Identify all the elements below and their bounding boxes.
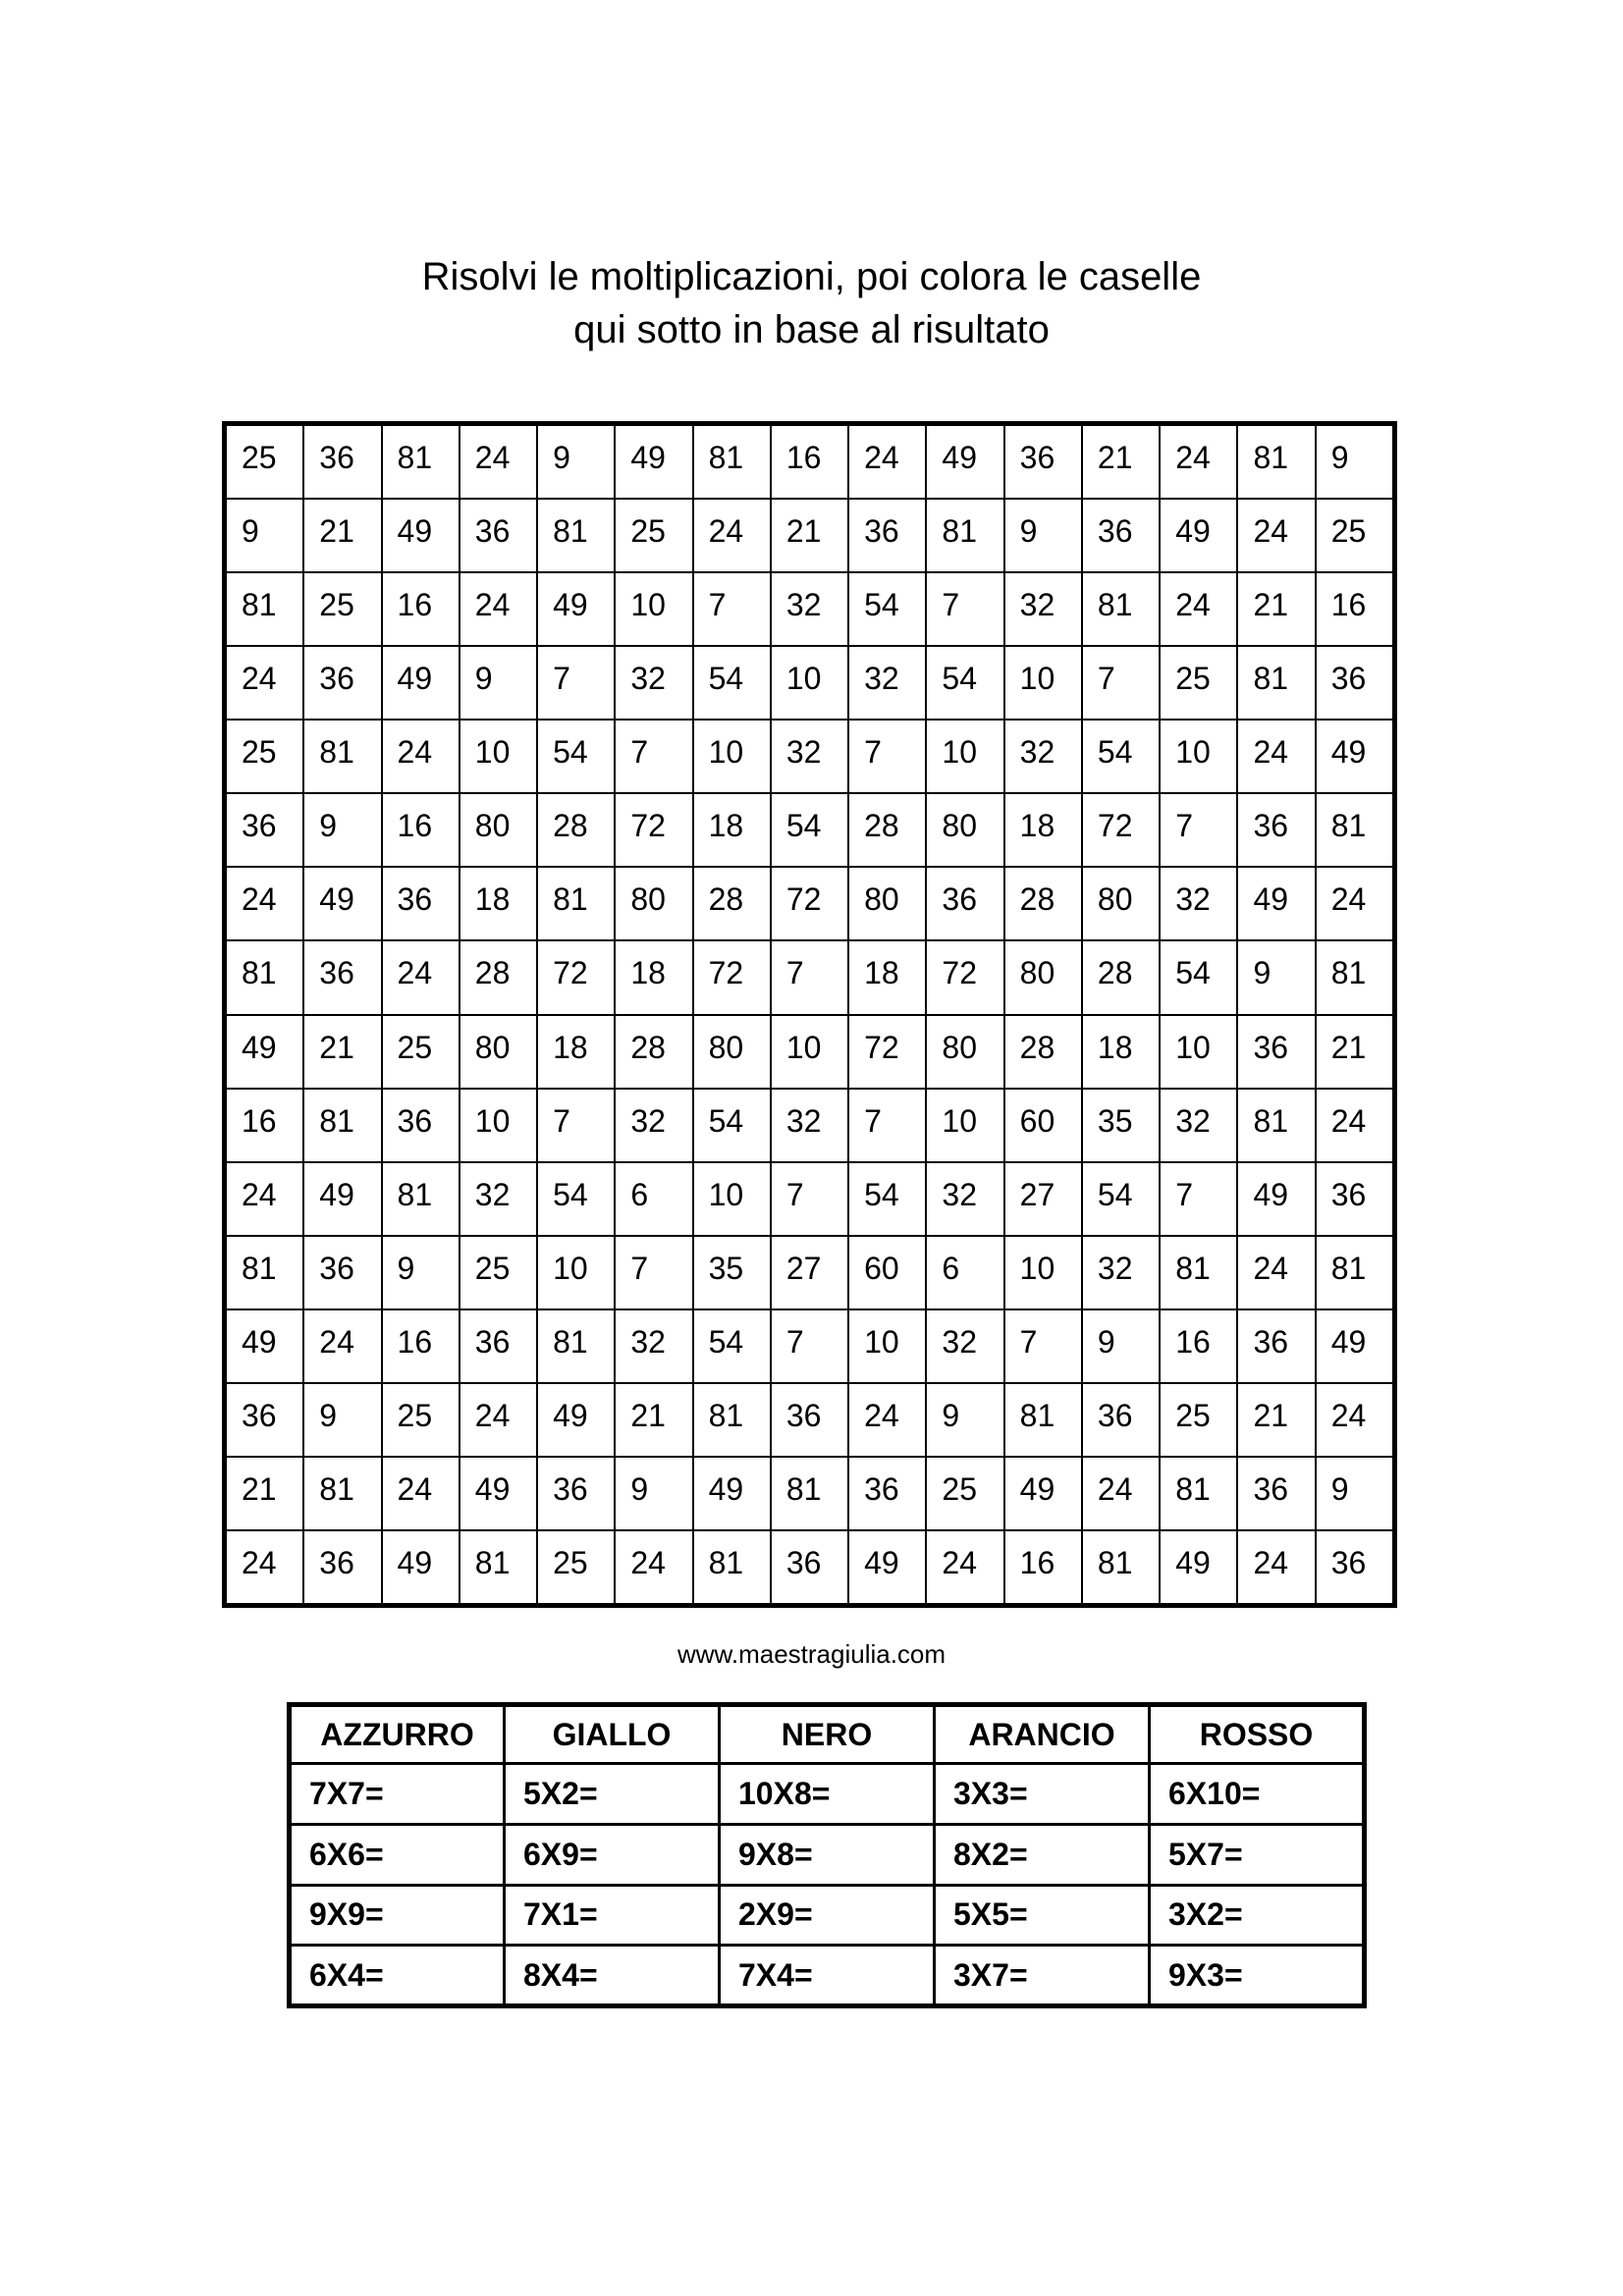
grid-cell[interactable]: 49	[538, 573, 614, 645]
grid-cell[interactable]: 32	[616, 647, 691, 719]
grid-cell[interactable]: 21	[772, 500, 847, 571]
grid-cell[interactable]: 36	[1317, 647, 1392, 719]
grid-cell[interactable]: 80	[927, 794, 1002, 866]
grid-cell[interactable]: 9	[927, 1384, 1002, 1456]
grid-cell[interactable]: 10	[694, 1163, 770, 1235]
grid-cell[interactable]: 9	[1238, 941, 1314, 1013]
grid-cell[interactable]: 6	[927, 1237, 1002, 1308]
grid-cell[interactable]: 9	[304, 1384, 380, 1456]
grid-cell[interactable]: 7	[772, 1310, 847, 1382]
grid-cell[interactable]: 36	[304, 426, 380, 498]
grid-cell[interactable]: 10	[849, 1310, 925, 1382]
grid-cell[interactable]: 28	[1005, 868, 1081, 939]
grid-cell[interactable]: 81	[1238, 1090, 1314, 1161]
legend-multiplication[interactable]: 5X5=	[935, 1885, 1150, 1946]
grid-cell[interactable]: 36	[1238, 1016, 1314, 1088]
grid-cell[interactable]: 32	[1083, 1237, 1159, 1308]
grid-cell[interactable]: 25	[227, 721, 302, 792]
grid-cell[interactable]: 24	[1317, 1384, 1392, 1456]
legend-row	[290, 1824, 1365, 1885]
legend-color-header: NERO	[720, 1705, 935, 1764]
grid-cell[interactable]: 36	[1083, 1384, 1159, 1456]
grid-cell[interactable]: 81	[304, 1458, 380, 1529]
grid-cell[interactable]: 21	[1317, 1016, 1392, 1088]
legend-color-header: AZZURRO	[290, 1705, 505, 1764]
grid-cell[interactable]: 9	[538, 426, 614, 498]
grid-cell[interactable]: 32	[1005, 573, 1081, 645]
grid-cell[interactable]: 49	[1161, 500, 1236, 571]
grid-cell[interactable]: 25	[1161, 647, 1236, 719]
grid-cell[interactable]: 7	[694, 573, 770, 645]
grid-cell[interactable]: 18	[538, 1016, 614, 1088]
grid-cell[interactable]: 28	[1083, 941, 1159, 1013]
grid-cell[interactable]: 72	[616, 794, 691, 866]
legend-multiplication[interactable]: 6X6=	[290, 1824, 505, 1885]
grid-cell[interactable]: 49	[1238, 868, 1314, 939]
grid-cell[interactable]: 36	[304, 647, 380, 719]
grid-cell[interactable]: 35	[1083, 1090, 1159, 1161]
grid-cell[interactable]: 16	[383, 573, 459, 645]
legend-multiplication[interactable]: 5X7=	[1150, 1824, 1365, 1885]
grid-cell[interactable]: 21	[304, 1016, 380, 1088]
legend-body	[290, 1764, 1365, 2006]
legend-multiplication[interactable]: 10X8=	[720, 1764, 935, 1825]
grid-cell[interactable]: 28	[538, 794, 614, 866]
grid-cell[interactable]: 18	[460, 868, 536, 939]
grid-cell[interactable]: 24	[460, 1384, 536, 1456]
grid-cell[interactable]: 32	[1161, 1090, 1236, 1161]
grid-cell[interactable]: 72	[772, 868, 847, 939]
grid-cell[interactable]: 49	[1238, 1163, 1314, 1235]
grid-cell[interactable]: 9	[1317, 426, 1392, 498]
grid-cell[interactable]: 72	[849, 1016, 925, 1088]
grid-cell[interactable]: 81	[538, 500, 614, 571]
grid-cell[interactable]: 24	[383, 721, 459, 792]
grid-cell[interactable]: 49	[383, 1531, 459, 1603]
grid-cell[interactable]: 24	[227, 868, 302, 939]
website-url: www.maestragiulia.com	[676, 1639, 947, 1669]
grid-cell[interactable]: 24	[1317, 1090, 1392, 1161]
grid-cell[interactable]: 49	[616, 426, 691, 498]
grid-cell[interactable]: 54	[694, 1090, 770, 1161]
grid-cell[interactable]: 28	[694, 868, 770, 939]
grid-cell[interactable]: 18	[849, 941, 925, 1013]
grid-cell[interactable]: 9	[304, 794, 380, 866]
grid-cell[interactable]: 9	[1005, 500, 1081, 571]
legend-multiplication[interactable]: 5X2=	[505, 1764, 720, 1825]
legend-multiplication[interactable]: 7X7=	[290, 1764, 505, 1825]
grid-cell[interactable]: 32	[772, 1090, 847, 1161]
legend-multiplication[interactable]: 2X9=	[720, 1885, 935, 1946]
grid-cell[interactable]: 80	[694, 1016, 770, 1088]
grid-cell[interactable]: 81	[694, 1531, 770, 1603]
grid-cell[interactable]: 36	[772, 1531, 847, 1603]
grid-cell[interactable]: 21	[304, 500, 380, 571]
legend-multiplication[interactable]: 3X3=	[935, 1764, 1150, 1825]
grid-cell[interactable]: 81	[460, 1531, 536, 1603]
grid-cell[interactable]: 32	[927, 1310, 1002, 1382]
grid-cell[interactable]: 81	[227, 1237, 302, 1308]
grid-cell[interactable]: 72	[927, 941, 1002, 1013]
grid-cell[interactable]: 24	[694, 500, 770, 571]
grid-cell[interactable]: 54	[927, 647, 1002, 719]
grid-cell[interactable]: 10	[772, 647, 847, 719]
grid-cell[interactable]: 32	[616, 1090, 691, 1161]
grid-cell[interactable]: 36	[227, 794, 302, 866]
grid-cell[interactable]: 10	[616, 573, 691, 645]
grid-cell[interactable]: 49	[304, 1163, 380, 1235]
grid-cell[interactable]: 7	[538, 1090, 614, 1161]
grid-cell[interactable]: 81	[1317, 1237, 1392, 1308]
grid-cell[interactable]: 81	[927, 500, 1002, 571]
color-legend-table	[287, 1702, 1367, 2008]
grid-cell[interactable]: 24	[1083, 1458, 1159, 1529]
grid-cell[interactable]: 36	[927, 868, 1002, 939]
legend-multiplication[interactable]: 9X8=	[720, 1824, 935, 1885]
grid-cell[interactable]: 28	[616, 1016, 691, 1088]
grid-cell[interactable]: 7	[927, 573, 1002, 645]
grid-cell[interactable]: 18	[1005, 794, 1081, 866]
grid-cell[interactable]: 9	[1083, 1310, 1159, 1382]
grid-cell[interactable]: 25	[460, 1237, 536, 1308]
grid-cell[interactable]: 49	[304, 868, 380, 939]
grid-cell[interactable]: 7	[849, 721, 925, 792]
grid-cell[interactable]: 25	[304, 573, 380, 645]
grid-cell[interactable]: 24	[616, 1531, 691, 1603]
grid-cell[interactable]: 81	[538, 1310, 614, 1382]
grid-cell[interactable]: 32	[849, 647, 925, 719]
grid-cell[interactable]: 49	[383, 647, 459, 719]
grid-cell[interactable]: 49	[849, 1531, 925, 1603]
legend-multiplication[interactable]: 6X4=	[290, 1946, 505, 2006]
grid-cell[interactable]: 54	[694, 1310, 770, 1382]
grid-cell[interactable]: 18	[694, 794, 770, 866]
grid-cell[interactable]: 10	[772, 1016, 847, 1088]
grid-cell[interactable]: 81	[1083, 1531, 1159, 1603]
grid-cell[interactable]: 54	[694, 647, 770, 719]
grid-cell[interactable]: 24	[1238, 721, 1314, 792]
grid-cell[interactable]: 36	[1317, 1531, 1392, 1603]
grid-cell[interactable]: 36	[538, 1458, 614, 1529]
legend-multiplication[interactable]: 7X4=	[720, 1946, 935, 2006]
grid-cell[interactable]: 16	[772, 426, 847, 498]
grid-cell[interactable]: 36	[1005, 426, 1081, 498]
legend-row	[290, 1885, 1365, 1946]
grid-cell[interactable]: 24	[1238, 1531, 1314, 1603]
grid-cell[interactable]: 27	[772, 1237, 847, 1308]
grid-cell[interactable]: 36	[460, 1310, 536, 1382]
grid-cell[interactable]: 36	[849, 1458, 925, 1529]
legend-row	[290, 1946, 1365, 2006]
grid-cell[interactable]: 25	[538, 1531, 614, 1603]
grid-cell[interactable]: 25	[1161, 1384, 1236, 1456]
grid-cell[interactable]: 9	[616, 1458, 691, 1529]
grid-cell[interactable]: 81	[1005, 1384, 1081, 1456]
legend-multiplication[interactable]: 7X1=	[505, 1885, 720, 1946]
grid-cell[interactable]: 7	[1161, 794, 1236, 866]
grid-cell[interactable]: 72	[694, 941, 770, 1013]
grid-cell[interactable]: 24	[1238, 1237, 1314, 1308]
grid-cell[interactable]: 21	[1238, 573, 1314, 645]
grid-cell[interactable]: 81	[227, 941, 302, 1013]
legend-multiplication[interactable]: 9X3=	[1150, 1946, 1365, 2006]
page-title	[0, 250, 1623, 356]
grid-cell[interactable]: 25	[616, 500, 691, 571]
grid-cell[interactable]: 49	[694, 1458, 770, 1529]
grid-cell[interactable]: 36	[1238, 1458, 1314, 1529]
grid-cell[interactable]: 25	[227, 426, 302, 498]
legend-row	[290, 1764, 1365, 1825]
grid-cell[interactable]: 81	[1161, 1237, 1236, 1308]
grid-cell[interactable]: 60	[849, 1237, 925, 1308]
grid-cell[interactable]: 25	[1317, 500, 1392, 571]
grid-cell[interactable]: 21	[1238, 1384, 1314, 1456]
grid-cell[interactable]: 54	[849, 1163, 925, 1235]
legend-color-header: ARANCIO	[935, 1705, 1150, 1764]
grid-cell[interactable]: 81	[383, 1163, 459, 1235]
grid-cell[interactable]: 36	[304, 941, 380, 1013]
grid-cell[interactable]: 9	[460, 647, 536, 719]
grid-cell[interactable]: 10	[1005, 1237, 1081, 1308]
grid-cell[interactable]: 72	[538, 941, 614, 1013]
grid-cell[interactable]: 81	[1238, 647, 1314, 719]
grid-cell[interactable]: 80	[927, 1016, 1002, 1088]
grid-cell[interactable]: 81	[1083, 573, 1159, 645]
grid-cell[interactable]: 32	[927, 1163, 1002, 1235]
grid-cell[interactable]: 36	[383, 868, 459, 939]
grid-cell[interactable]: 54	[538, 721, 614, 792]
grid-cell[interactable]: 80	[1005, 941, 1081, 1013]
grid-cell[interactable]: 28	[849, 794, 925, 866]
grid-cell[interactable]: 16	[383, 794, 459, 866]
grid-cell[interactable]: 81	[538, 868, 614, 939]
grid-cell[interactable]: 24	[383, 1458, 459, 1529]
grid-cell[interactable]: 6	[616, 1163, 691, 1235]
grid-cell[interactable]: 24	[460, 573, 536, 645]
grid-cell[interactable]: 9	[1317, 1458, 1392, 1529]
grid-cell[interactable]: 36	[1083, 500, 1159, 571]
grid-cell[interactable]: 24	[304, 1310, 380, 1382]
grid-cell[interactable]: 80	[849, 868, 925, 939]
grid-cell[interactable]: 25	[383, 1016, 459, 1088]
grid-cell[interactable]: 7	[772, 941, 847, 1013]
grid-cell[interactable]: 7	[616, 1237, 691, 1308]
grid-cell[interactable]: 49	[1005, 1458, 1081, 1529]
grid-cell[interactable]: 49	[227, 1016, 302, 1088]
legend-multiplication[interactable]: 9X9=	[290, 1885, 505, 1946]
grid-cell[interactable]: 49	[227, 1310, 302, 1382]
grid-cell[interactable]: 36	[304, 1531, 380, 1603]
grid-cell[interactable]: 54	[1161, 941, 1236, 1013]
grid-cell[interactable]: 81	[694, 426, 770, 498]
grid-cell[interactable]: 81	[227, 573, 302, 645]
grid-cell[interactable]: 54	[1083, 1163, 1159, 1235]
grid-cell[interactable]: 49	[927, 426, 1002, 498]
grid-cell[interactable]: 36	[849, 500, 925, 571]
grid-cell[interactable]: 49	[1161, 1531, 1236, 1603]
title-line-2: qui sotto in base al risultato	[573, 308, 1050, 351]
grid-cell[interactable]: 9	[227, 500, 302, 571]
grid-cell[interactable]: 10	[927, 721, 1002, 792]
grid-cell[interactable]: 18	[616, 941, 691, 1013]
grid-cell[interactable]: 16	[1005, 1531, 1081, 1603]
grid-cell[interactable]: 36	[227, 1384, 302, 1456]
legend-multiplication[interactable]: 8X2=	[935, 1824, 1150, 1885]
grid-cell[interactable]: 10	[460, 721, 536, 792]
legend-color-header: ROSSO	[1150, 1705, 1365, 1764]
grid-cell[interactable]: 7	[616, 721, 691, 792]
grid-cell[interactable]: 36	[460, 500, 536, 571]
grid-cell[interactable]: 7	[1005, 1310, 1081, 1382]
grid-cell[interactable]: 80	[1083, 868, 1159, 939]
grid-cell[interactable]: 49	[460, 1458, 536, 1529]
grid-cell[interactable]: 7	[772, 1163, 847, 1235]
grid-cell[interactable]: 7	[538, 647, 614, 719]
grid-cell[interactable]: 24	[1161, 573, 1236, 645]
grid-cell[interactable]: 32	[616, 1310, 691, 1382]
legend-header-row	[290, 1705, 1365, 1764]
grid-cell[interactable]: 10	[538, 1237, 614, 1308]
number-grid	[222, 421, 1397, 1608]
legend-multiplication[interactable]: 3X7=	[935, 1946, 1150, 2006]
legend-multiplication[interactable]: 6X9=	[505, 1824, 720, 1885]
grid-cell[interactable]: 24	[1317, 868, 1392, 939]
grid-cell[interactable]: 16	[1161, 1310, 1236, 1382]
grid-cell[interactable]: 32	[1161, 868, 1236, 939]
grid-cell[interactable]: 60	[1005, 1090, 1081, 1161]
grid-cell[interactable]: 21	[616, 1384, 691, 1456]
grid-cell[interactable]: 54	[538, 1163, 614, 1235]
grid-cell[interactable]: 81	[304, 1090, 380, 1161]
grid-cell[interactable]: 54	[772, 794, 847, 866]
grid-cell[interactable]: 24	[227, 647, 302, 719]
grid-cell[interactable]: 16	[1317, 573, 1392, 645]
grid-cell[interactable]: 25	[383, 1384, 459, 1456]
grid-cell[interactable]: 36	[772, 1384, 847, 1456]
grid-cell[interactable]: 10	[460, 1090, 536, 1161]
grid-cell[interactable]: 9	[383, 1237, 459, 1308]
grid-cell[interactable]: 16	[383, 1310, 459, 1382]
grid-cell[interactable]: 36	[1238, 1310, 1314, 1382]
grid-cell[interactable]: 24	[927, 1531, 1002, 1603]
grid-cell[interactable]: 81	[1238, 426, 1314, 498]
grid-cell[interactable]: 36	[383, 1090, 459, 1161]
grid-cell[interactable]: 16	[227, 1090, 302, 1161]
title-line-1: Risolvi le moltiplicazioni, poi colora le caselle	[421, 255, 1202, 298]
grid-cell[interactable]: 36	[1238, 794, 1314, 866]
grid-cell[interactable]: 54	[849, 573, 925, 645]
grid-cell[interactable]: 27	[1005, 1163, 1081, 1235]
grid-cell[interactable]: 81	[1317, 941, 1392, 1013]
grid-cell[interactable]: 10	[1161, 1016, 1236, 1088]
grid-cell[interactable]: 81	[1317, 794, 1392, 866]
grid-cell[interactable]: 28	[460, 941, 536, 1013]
grid-cell[interactable]: 35	[694, 1237, 770, 1308]
grid-cell[interactable]: 21	[1083, 426, 1159, 498]
grid-cell[interactable]: 24	[849, 1384, 925, 1456]
legend-color-header: GIALLO	[505, 1705, 720, 1764]
grid-cell[interactable]: 24	[227, 1163, 302, 1235]
grid-cell[interactable]: 36	[1317, 1163, 1392, 1235]
grid-cell[interactable]: 81	[1161, 1458, 1236, 1529]
grid-cell[interactable]: 24	[849, 426, 925, 498]
grid-cell[interactable]: 10	[694, 721, 770, 792]
grid-cell[interactable]: 25	[927, 1458, 1002, 1529]
grid-cell[interactable]: 7	[1083, 647, 1159, 719]
grid-cell[interactable]: 81	[694, 1384, 770, 1456]
grid-cell[interactable]: 80	[460, 794, 536, 866]
grid-cell[interactable]: 21	[227, 1458, 302, 1529]
grid-cell[interactable]: 72	[1083, 794, 1159, 866]
grid-cell[interactable]: 7	[1161, 1163, 1236, 1235]
grid-cell[interactable]: 81	[772, 1458, 847, 1529]
grid-cell[interactable]: 24	[460, 426, 536, 498]
grid-cell[interactable]: 80	[616, 868, 691, 939]
grid-cell[interactable]: 24	[227, 1531, 302, 1603]
grid-cell[interactable]: 54	[1083, 721, 1159, 792]
grid-cell[interactable]: 32	[1005, 721, 1081, 792]
legend-multiplication[interactable]: 8X4=	[505, 1946, 720, 2006]
grid-cell[interactable]: 49	[538, 1384, 614, 1456]
grid-cell[interactable]: 32	[460, 1163, 536, 1235]
grid-cell[interactable]: 10	[927, 1090, 1002, 1161]
grid-cell[interactable]: 49	[383, 500, 459, 571]
grid-cell[interactable]: 80	[460, 1016, 536, 1088]
legend-multiplication[interactable]: 3X2=	[1150, 1885, 1365, 1946]
grid-cell[interactable]: 10	[1005, 647, 1081, 719]
grid-cell[interactable]: 10	[1161, 721, 1236, 792]
grid-cell[interactable]: 49	[1317, 721, 1392, 792]
grid-cell[interactable]: 32	[772, 721, 847, 792]
grid-cell[interactable]: 7	[849, 1090, 925, 1161]
grid-cell[interactable]: 49	[1317, 1310, 1392, 1382]
grid-cell[interactable]: 81	[304, 721, 380, 792]
grid-cell[interactable]: 32	[772, 573, 847, 645]
grid-cell[interactable]: 24	[383, 941, 459, 1013]
grid-cell[interactable]: 24	[1161, 426, 1236, 498]
grid-cell[interactable]: 81	[383, 426, 459, 498]
grid-cell[interactable]: 18	[1083, 1016, 1159, 1088]
grid-cell[interactable]: 24	[1238, 500, 1314, 571]
legend-multiplication[interactable]: 6X10=	[1150, 1764, 1365, 1825]
grid-cell[interactable]: 28	[1005, 1016, 1081, 1088]
grid-cell[interactable]: 36	[304, 1237, 380, 1308]
